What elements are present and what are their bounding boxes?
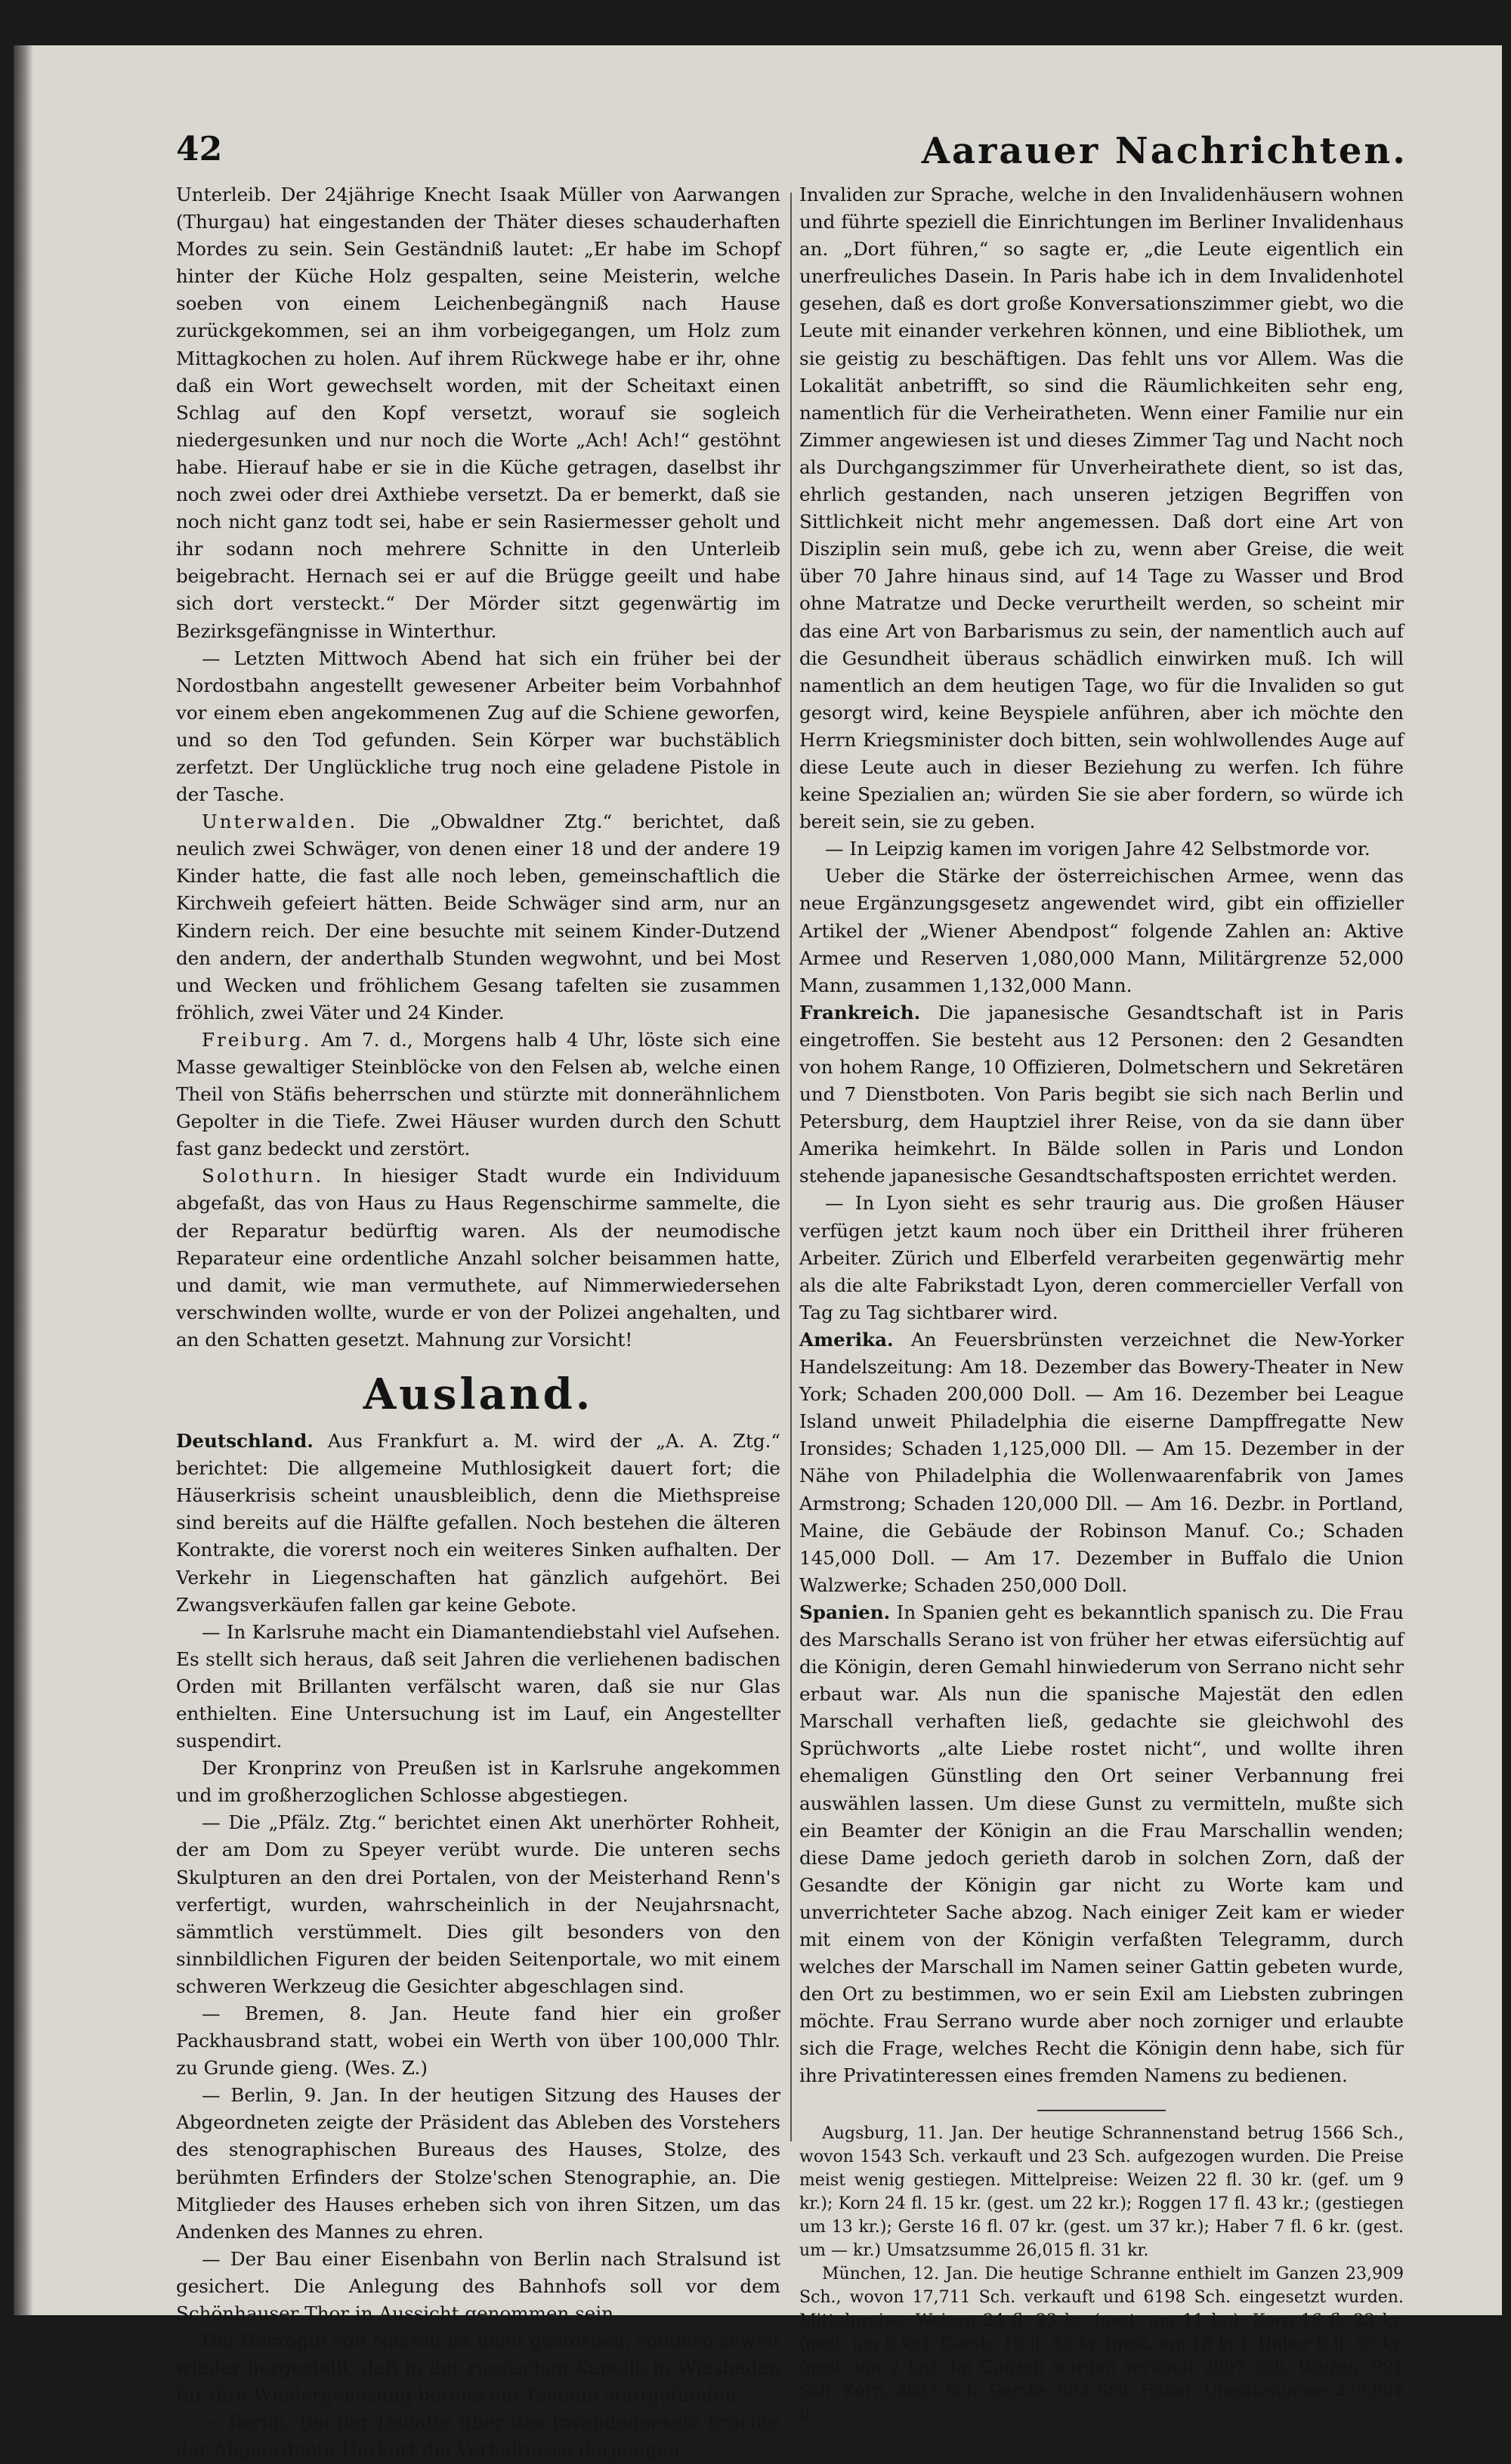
market-reports [799, 2122, 1404, 2426]
market-augsburg: Augsburg, 11. Jan. Der heutige Schrannenstand betrug 1566 Sch., wovon 1543 Sch. verkauft und 23 Sch. aufgezogen wurden. Die Preise meist wenig gestiegen. Mittelpreise: Weizen 22 fl. 30 kr. (gef. um 9 kr.); Korn 24 fl. 15 kr. (gest. um 22 kr.); Roggen 17 fl. 43 kr.; (gestiegen um 13 kr.); Gerste 16 fl. 07 kr. (gest. um 37 kr.); Haber 7 fl. 6 kr. (gest. um — kr.) Umsatzsumme 26,015 fl. 31 kr. [799, 2123, 1404, 2260]
article-nordostbahn-suicide: — Letzten Mittwoch Abend hat sich ein früher bei der Nordostbahn angestellt gewesener Arbeiter beim Vorbahnhof vor einem eben angekommenen Zug auf die Schiene geworfen, und so den Tod gefunden. Sein Körper war buchstäblich zerfetzt. Der Unglückliche trug noch eine geladene Pistole in der Tasche. [176, 647, 780, 806]
article-spanien: Spanien. In Spanien geht es bekanntlich spanisch zu. Die Frau des Marschalls Serano ist von früher her etwas eifersüchtig auf die Königin, deren Gemahl hinwiederum von Serrano nicht sehr erbaut war. Als nun die spanische Majestät den edlen Marschall verhaften ließ, gedachte sie gleichwohl des Sprüchworts „alte Liebe rostet nicht“, und wollte ihren ehemaligen Günstling den Ort seiner Verbannung frei auswählen lassen. Um diese Gunst zu vermitteln, mußte sich ein Beamter der Königin an die Frau Marschallin wenden; diese Dame jedoch gerieth darob in solchen Zorn, daß der Gesandte der Königin gar nicht zu Worte kam und unverrichteter Sache abzog. Nach einiger Zeit kam er wieder mit einem von der Königin verfaßten Telegramm, durch welches der Marschall im Namen seiner Gattin gebeten wurde, den Ort zu bestimmen, wo er sein Exil am Liebsten zubringen möchte. Frau Serrano wurde aber noch zorniger und erlaubte sich die Frage, welches Recht die Königin denn habe, sich für ihre Privatinteressen eines fremden Namens zu bedienen. [799, 1601, 1404, 2087]
article-nassau: Die Herzogin von Nassau ist nicht gestorben, sondern soweit wieder hergestellt, daß in der russischen Kapelle in Wiesbaden für ihre Wiedergenesung bereits ein Tedeum stattgefunden. [176, 2330, 780, 2407]
place-unterwalden: Unterwalden. [202, 811, 358, 833]
page-number: 42 [176, 130, 223, 168]
place-spanien: Spanien. [799, 1601, 891, 1623]
article-austria-army: Ueber die Stärke der österreichischen Armee, wenn das neue Ergänzungsgesetz angewendet wird, gibt ein offizieller Artikel der „Wiener Abendpost“ folgende Zahlen an: Aktive Armee und Reserven 1,080,000 Mann, Militärgrenze 52,000 Mann, zusammen 1,132,000 Mann. [799, 865, 1404, 996]
article-amerika: Amerika. An Feuersbrünsten verzeichnet die New-Yorker Handelszeitung: Am 18. Dezember das Bowery-Theater in New York; Schaden 200,000 Doll. — Am 16. Dezember bei League Island unweit Philadelphia die eiserne Dampffregatte New Ironsides; Schaden 1,125,000 Dll. — Am 15. Dezember in der Nähe von Philadelphia die Wollenwaarenfabrik von James Armstrong; Schaden 120,000 Dll. — Am 16. Dezbr. in Portland, Maine, die Gebäude der Robinson Manuf. Co.; Schaden 145,000 Doll. — Am 17. Dezember in Buffalo die Union Walzwerke; Schaden 250,000 Doll. [799, 1328, 1404, 1596]
page-header [161, 130, 1430, 183]
article-berlin-invaliden: — Berlin. Bei der Debatte über das Invalidengesetz brachte der Abgeordnete Harkort die Verhältnisse derjenigen [176, 2411, 780, 2461]
place-frankreich: Frankreich. [799, 1001, 921, 1024]
article-freiburg: Freiburg. Am 7. d., Morgens halb 4 Uhr, löste sich eine Masse gewaltiger Steinblöcke von den Felsen ab, welche einen Theil von Stäfis beherrschen und stürzte mit donnerähnlichem Gepolter in die Tiefe. Zwei Häuser wurden durch den Schutt fast ganz bedeckt und zerstört. [176, 1028, 780, 1160]
place-solothurn: Solothurn. [202, 1165, 324, 1187]
section-heading-ausland: Ausland. [363, 1369, 594, 1420]
market-muenchen: München, 12. Jan. Die heutige Schranne enthielt im Ganzen 23,909 Sch., wovon 17,711 Sch. verkauft und 6198 Sch. eingesetzt wurden. Mittelpreise: Weizen 24 fl. 23 kr. (gest. um 11 kr.); Korn 16 fl. 23 kr. (gest. um 6 kr.); Gerste 15 fl. 53 kr. (gest. um 18 kr.); Haber 6 fl. 57 kr. (gest. um 2 kr.). Im Ganzen wurden verkauft 2067 Sch. Weizen, 991 Sch. Korn, 2637 Sch. Gerste, 503 Sch. Haber. Umsatzsumme 276,804 fl. [799, 2264, 1404, 2424]
article-murder-confession: Unterleib. Der 24jährige Knecht Isaak Müller von Aarwangen (Thurgau) hat eingestanden der Thäter dieses schauderhaften Mordes zu sein. Sein Geständniß lautet: „Er habe im Schopf hinter der Küche Holz gespalten, seine Meisterin, welche soeben von einem Leichenbegängniß nach Hause zurückgekommen, sei an ihm vorbeigegangen, um Holz zum Mittagkochen zu holen. Auf ihrem Rückwege habe er ihr, ohne daß ein Wort gewechselt worden, mit der Scheitaxt einen Schlag auf den Kopf versetzt, worauf sie sogleich niedergesunken und nur noch die Worte „Ach! Ach!“ gestöhnt habe. Hierauf habe er sie in die Küche getragen, daselbst ihr noch zwei oder drei Axthiebe versetzt. Da er bemerkt, daß sie noch nicht ganz todt sei, habe er sein Rasiermesser geholt und ihr sodann noch mehrere Schnitte in den Unterleib beigebracht. Hernach sei er auf die Brügge geeilt und habe sich dort versteckt.“ Der Mörder sitzt gegenwärtig im Bezirksgefängnisse in Winterthur. [176, 184, 780, 642]
article-bremen: — Bremen, 8. Jan. Heute fand hier ein großer Packhausbrand statt, wobei ein Werth von über 100,000 Thlr. zu Grunde gieng. (Wes. Z.) [176, 2002, 780, 2080]
article-stralsund-railway: — Der Bau einer Eisenbahn von Berlin nach Stralsund ist gesichert. Die Anlegung des Bahnhofs soll vor dem Schönhauser Thor in Aussicht genommen sein. [176, 2247, 780, 2325]
article-berlin-stolze: — Berlin, 9. Jan. In der heutigen Sitzung des Hauses der Abgeordneten zeigte der Präsident das Ableben des Vorstehers des stenographischen Bureaus des Hauses, Stolze, des berühmten Erfinders der Stolze'schen Stenographie, an. Die Mitglieder des Hauses erheben sich von ihren Sitzen, um das Andenken des Mannes zu ehren. [176, 2084, 780, 2243]
article-solothurn: Solothurn. In hiesiger Stadt wurde ein Individuum abgefaßt, das von Haus zu Haus Regenschirme sammelte, die der Reparatur bedürftig waren. Als der neumodische Reparateur eine ordentliche Anzahl solcher beisammen hatte, und damit, wie man vermuthete, auf Nimmerwiedersehen verschwinden wollte, wurde er von der Polizei angehalten, und an den Schatten gesetzt. Mahnung zur Vorsicht! [176, 1165, 780, 1351]
page-spine [14, 45, 33, 2315]
article-kronprinz: Der Kronprinz von Preußen ist in Karlsruhe angekommen und im großherzoglichen Schlosse abgestiegen. [176, 1757, 780, 1807]
running-head: Aarauer Nachrichten. [921, 130, 1407, 172]
article-invaliden-cont: Invaliden zur Sprache, welche in den Invalidenhäusern wohnen und führte speziell die Einrichtungen im Berliner Invalidenhaus an. „Dort führen,“ so sagte er, „die Leute eigentlich ein unerfreuliches Dasein. In Paris habe ich in dem Invalidenhotel gesehen, daß es dort große Konversationszimmer giebt, wo die Leute mit einander verkehren können, und eine Bibliothek, um sie geistig zu beschäftigen. Das fehlt uns vor Allem. Was die Lokalität anbetrifft, so sind die Räumlichkeiten sehr eng, namentlich für die Verheiratheten. Wenn einer Familie nur ein Zimmer angewiesen ist und dieses Zimmer Tag und Nacht noch als Durchgangszimmer für Unverheirathete dient, so ist das, ehrlich gestanden, nach unseren jetzigen Begriffen von Sittlichkeit nicht mehr angemessen. Daß dort eine Art von Disziplin sein muß, gebe ich zu, wenn aber Greise, die weit über 70 Jahre hinaus sind, auf 14 Tage zu Wasser und Brod ohne Matratze und Decke verurtheilt werden, so scheint mir das eine Art von Barbarismus zu sein, der namentlich auch auf die Gesundheit überaus schädlich einwirken muß. Ich will namentlich an dem heutigen Tage, wo für die Invaliden so gut gesorgt wird, keine Beyspiele anführen, aber ich möchte den Herrn Kriegsminister doch bitten, sein wohlwollendes Auge auf diese Leute auch in dieser Beziehung zu werfen. Ich führe keine Spezialien an; würden Sie sie aber fordern, so würde ich bereit sein, sie zu geben. [799, 184, 1404, 833]
article-karlsruhe: — In Karlsruhe macht ein Diamantendiebstahl viel Aufsehen. Es stellt sich heraus, daß seit Jahren die verliehenen badischen Orden mit Brillanten verfälscht waren, daß sie nur Glas enthielten. Eine Untersuchung ist im Lauf, ein Angestellter suspendirt. [176, 1620, 780, 1752]
left-column [176, 181, 780, 2464]
article-frankreich: Frankreich. Die japanesische Gesandtschaft ist in Paris eingetroffen. Sie besteht aus 12 Personen: den 2 Gesandten von hohem Range, 10 Offizieren, Dolmetschern und Sekretären und 7 Dienstboten. Von Paris begibt sie sich nach Berlin und Petersburg, dem Hauptziel ihrer Reise, von da sie dann über Amerika heimkehrt. In Bälde sollen in Paris und London stehende japanesische Gesandtschaftsposten errichtet werden. [799, 1001, 1404, 1187]
article-speyer: — Die „Pfälz. Ztg.“ berichtet einen Akt unerhörter Rohheit, der am Dom zu Speyer verübt wurde. Die unteren sechs Skulpturen an den drei Portalen, von der Meisterhand Renn's verfertigt, wurden, wahrscheinlich in der Neujahrsnacht, sämmtlich verstümmelt. Dies gilt besonders von den sinnbildlichen Figuren der beiden Seitenportale, wo mit einem schweren Werkzeug die Gesichter abgeschlagen sind. [176, 1811, 780, 1997]
article-lyon: — In Lyon sieht es sehr traurig aus. Die großen Häuser verfügen jetzt kaum noch über ein Drittheil ihrer früheren Arbeiter. Zürich und Elberfeld verarbeiten gegenwärtig mehr als die alte Fabrikstadt Lyon, deren commercieller Verfall von Tag zu Tag sichtbarer wird. [799, 1192, 1404, 1323]
right-column [799, 181, 1404, 2426]
place-amerika: Amerika. [799, 1328, 894, 1351]
column-divider [790, 193, 792, 2141]
article-unterwalden: Unterwalden. Die „Obwaldner Ztg.“ berichtet, daß neulich zwei Schwäger, von denen einer 18 und der andere 19 Kinder hatte, die fast alle noch leben, gemeinschaftlich die Kirchweih gefeiert hätten. Beide Schwäger sind arm, nur an Kindern reich. Der eine besuchte mit seinem Kinder-Dutzend den andern, der anderthalb Stunden wegwohnt, und bei Most und Wecken und fröhlichem Gesang tafelten sie zusammen fröhlich, zwei Väter und 24 Kinder. [176, 811, 780, 1024]
article-leipzig: — In Leipzig kamen im vorigen Jahre 42 Selbstmorde vor. [825, 838, 1370, 860]
newspaper-page [14, 45, 1502, 2461]
place-deutschland: Deutschland. [176, 1430, 314, 1453]
article-deutschland: Deutschland. Aus Frankfurt a. M. wird der „A. A. Ztg.“ berichtet: Die allgemeine Muthlosigkeit dauert fort; die Häuserkrisis scheint unausbleiblich, denn die Miethspreise sind bereits auf die Hälfte gefallen. Noch bestehen die älteren Kontrakte, die vorerst noch ein weiteres Sinken aufhalten. Der Verkehr in Liegenschaften hat gänzlich aufgehört. Bei Zwangsverkäufen fallen gar keine Gebote. [176, 1430, 780, 1616]
section-rule [1037, 2110, 1166, 2111]
place-freiburg: Freiburg. [202, 1028, 312, 1051]
